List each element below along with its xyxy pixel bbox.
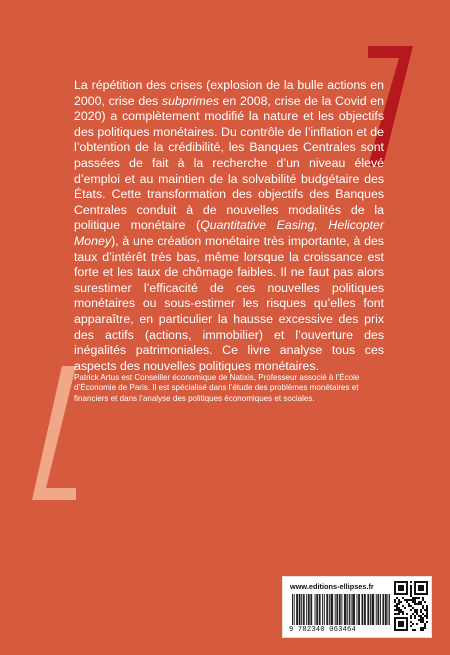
salmon-corner-mark-icon — [32, 366, 76, 500]
blurb-emphasis-subprimes: subprimes — [161, 93, 219, 108]
publisher-website: www.editions-ellipses.fr — [290, 582, 374, 591]
author-bio: Patrick Artus est Conseiller économique de Natixis, Professeur associé à l’École d’Économie de Paris. Il est spécialisé dans l’étude des problèmes monétaires et financiers et dans l’analyse des politiques économiques et sociales. — [74, 373, 360, 403]
blurb-part-1: La répétition des crises (explosion de la bulle actions en 2000, crise des — [74, 78, 384, 108]
barcode-icon — [292, 594, 390, 625]
isbn-number: 9 782340 063464 — [289, 626, 356, 634]
barcode-panel — [282, 576, 432, 638]
blurb-part-3: ), à une création monétaire très importante, à des taux d’intérêt très bas, même lorsque la croissance est forte et les taux de chômage faibles. Il ne faut pas alors surestimer l’efficacité de ces nouvelles politiques monétaires ou sous-estimer les risques qu’elles font apparaître, en particulier la hausse excessive des prix des actifs (actions, immobilier) et l’ouverture des inégalités patrimoniales. Ce livre analyse tous ces aspects des nouvelles politiques monétaires. — [74, 233, 384, 373]
blurb-emphasis-terms: Quantitative Easing, Helicopter Money — [74, 218, 384, 248]
blurb-text — [74, 78, 384, 374]
blurb-part-2: en 2008, crise de la Covid en 2020) a complètement modifié la nature et les objectifs des politiques monétaires. Du contrôle de l’inflation et de l’obtention de la crédibilité, les Banques Centrales sont passées de fait à la recherche d’un niveau élevé d’emploi et au maintien de la solvabilité budgétaire des États. Cette transformation des objectifs des Banques Centrales conduit à de nouvelles modalités de la politique monétaire ( — [74, 93, 384, 233]
qr-code-icon — [394, 581, 428, 632]
